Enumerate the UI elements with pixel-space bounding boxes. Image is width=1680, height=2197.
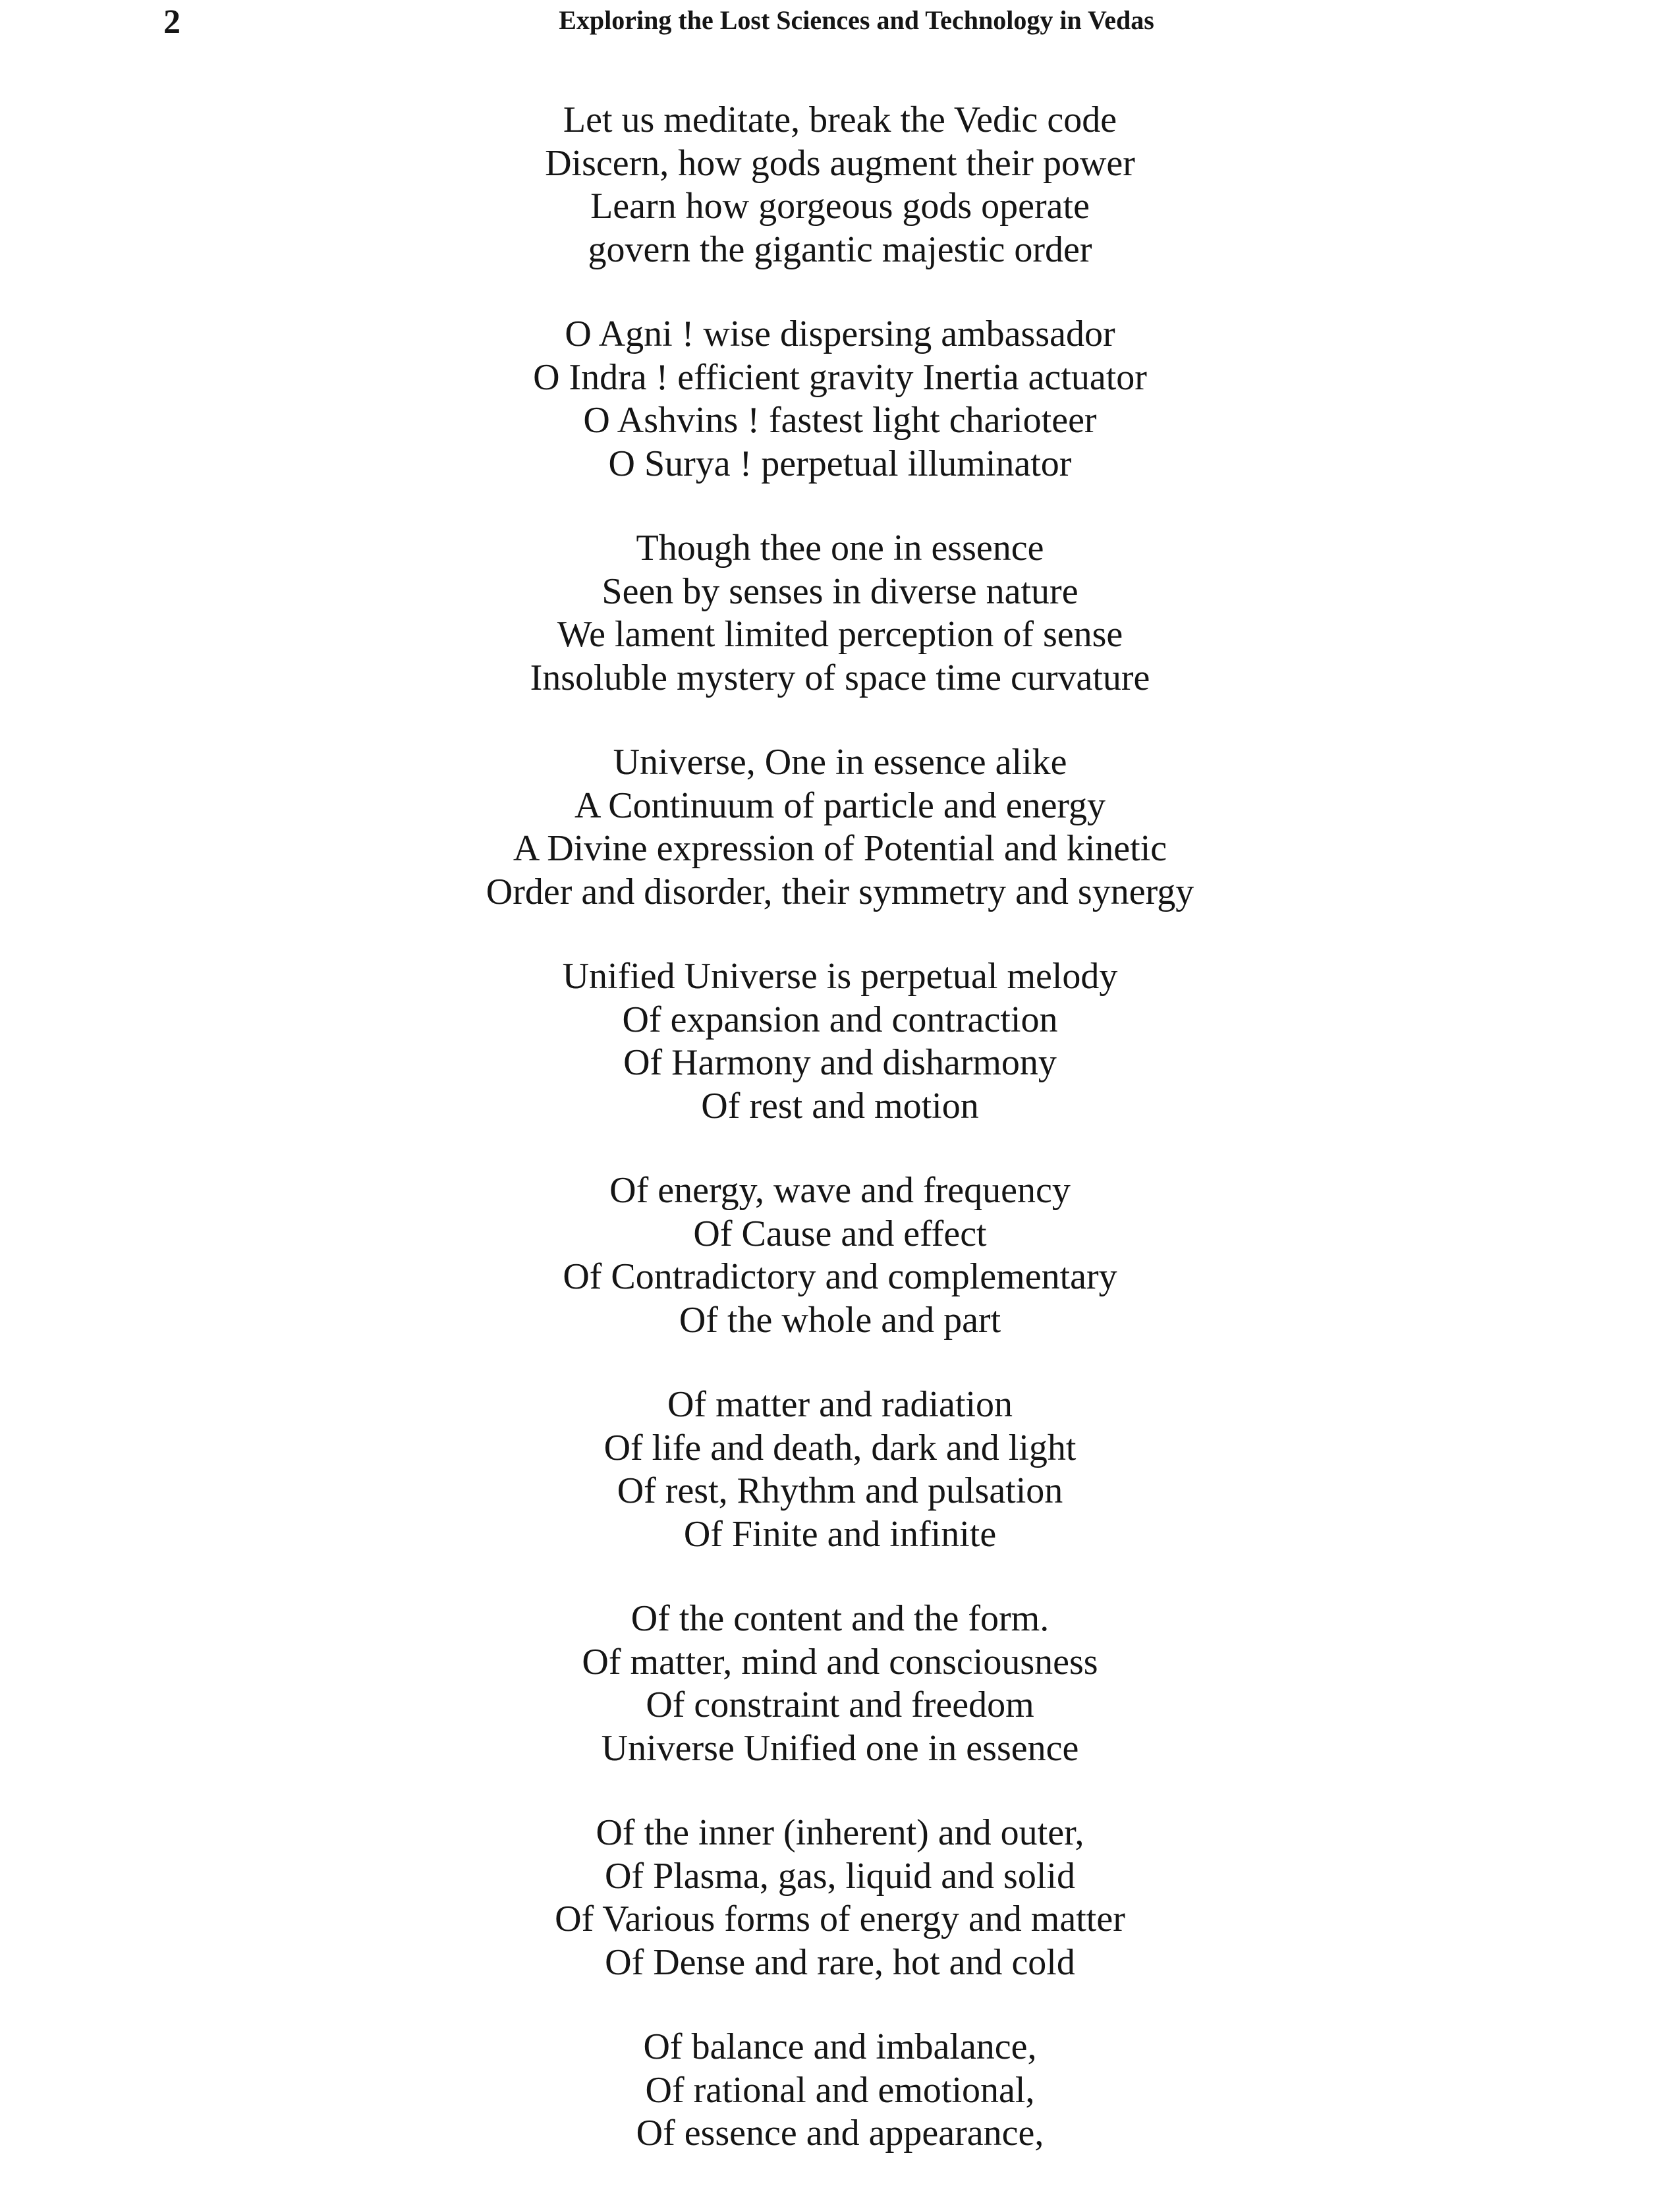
poem-line: Order and disorder, their symmetry and synergy [486,871,1194,912]
poem-line: Of the content and the form. [630,1598,1050,1639]
poem-line: Of rational and emotional, [645,2069,1035,2111]
poem-body [0,99,1680,2197]
poem-line: Universe, One in essence alike [613,742,1067,783]
poem-line: Of Contradictory and complementary [563,1256,1117,1297]
poem-line: Of energy, wave and frequency [609,1170,1071,1211]
poem-line: Unified Universe is perpetual melody [562,956,1118,997]
poem-line: Of matter, mind and consciousness [582,1641,1098,1683]
poem-line: Of expansion and contraction [622,999,1058,1040]
poem-line: Of essence and appearance, [636,2113,1044,2154]
poem-line: Let us meditate, break the Vedic code [563,99,1117,140]
poem-line: Universe Unified one in essence [601,1727,1079,1769]
poem-line: A Continuum of particle and energy [574,785,1106,826]
poem-line: Seen by senses in diverse nature [602,570,1078,612]
stanza-2 [0,313,1680,486]
running-header-title: Exploring the Lost Sciences and Technology in Vedas [559,5,1154,35]
stanza-5 [0,955,1680,1128]
poem-line: Of Finite and infinite [683,1513,997,1555]
poem-line: Of Plasma, gas, liquid and solid [605,1855,1075,1897]
stanza-7 [0,1383,1680,1556]
poem-line: Of rest, Rhythm and pulsation [617,1470,1063,1511]
poem-line: Of rest and motion [701,1085,979,1126]
stanza-9 [0,1812,1680,1984]
poem-line: Of life and death, dark and light [603,1427,1077,1468]
stanza-6 [0,1169,1680,1342]
stanza-1 [0,99,1680,271]
poem-line: O Indra ! efficient gravity Inertia actuator [533,356,1147,398]
stanza-4 [0,741,1680,914]
poem-line: Of matter and radiation [667,1384,1013,1425]
poem-line: Of the whole and part [679,1299,1001,1341]
poem-line: Learn how gorgeous gods operate [590,186,1090,227]
poem-line: Insoluble mystery of space time curvature [530,657,1150,698]
poem-line: We lament limited perception of sense [557,614,1123,655]
poem-line: Discern, how gods augment their power [545,142,1135,184]
poem-line: Though thee one in essence [636,528,1044,569]
stanza-10 [0,2026,1680,2155]
poem-line: Of Various forms of energy and matter [555,1899,1125,1939]
poem-line: Of Cause and effect [693,1213,987,1254]
page-number: 2 [163,3,181,41]
poem-line: Of balance and imbalance, [643,2026,1037,2067]
poem-line: Of constraint and freedom [646,1684,1034,1725]
poem-line: O Surya ! perpetual illuminator [608,443,1072,484]
poem-line: Of the inner (inherent) and outer, [596,1812,1084,1853]
poem-line: O Agni ! wise dispersing ambassador [565,314,1115,354]
poem-line: Of Harmony and disharmony [623,1042,1057,1083]
poem-line: govern the gigantic majestic order [588,229,1092,270]
poem-line: O Ashvins ! fastest light charioteer [583,400,1097,441]
stanza-3 [0,527,1680,700]
poem-line: A Divine expression of Potential and kinetic [513,828,1167,869]
poem-line: Of Dense and rare, hot and cold [605,1941,1075,1983]
stanza-8 [0,1598,1680,1770]
